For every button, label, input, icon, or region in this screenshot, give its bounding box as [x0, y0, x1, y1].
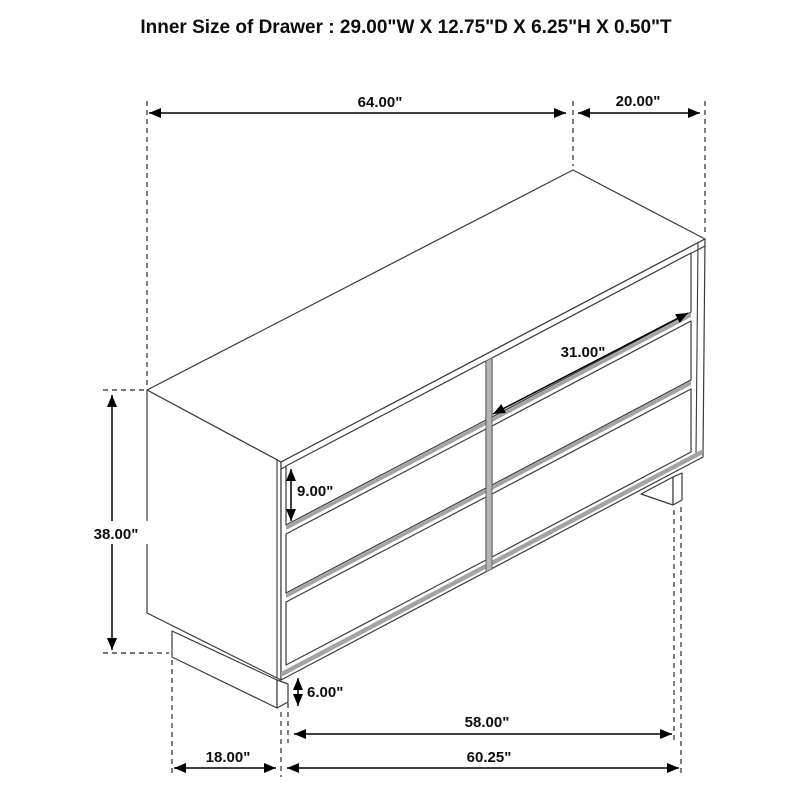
dim-base-front-width-label: 58.00"	[464, 714, 510, 731]
front-right-leg-side	[673, 473, 682, 505]
dim-top-depth-label: 20.00"	[615, 93, 661, 110]
drawer-divider	[486, 358, 492, 572]
dim-top-width-label: 64.00"	[357, 94, 403, 111]
front-left-leg	[277, 680, 288, 708]
dim-overall-height-label: 38.00"	[93, 526, 139, 543]
dim-bottom-overall-width-label: 60.25"	[466, 749, 512, 766]
dim-base-side-depth-label: 18.00"	[205, 749, 251, 766]
dim-base-height-label: 6.00"	[307, 684, 344, 701]
dim-drawer-width-label: 31.00"	[560, 344, 606, 361]
dresser-drawing	[147, 170, 705, 708]
dim-drawer-height-label: 9.00"	[297, 483, 334, 500]
diagram-title: Inner Size of Drawer : 29.00"W X 12.75"D X 6.25"H X 0.50"T	[140, 17, 672, 38]
